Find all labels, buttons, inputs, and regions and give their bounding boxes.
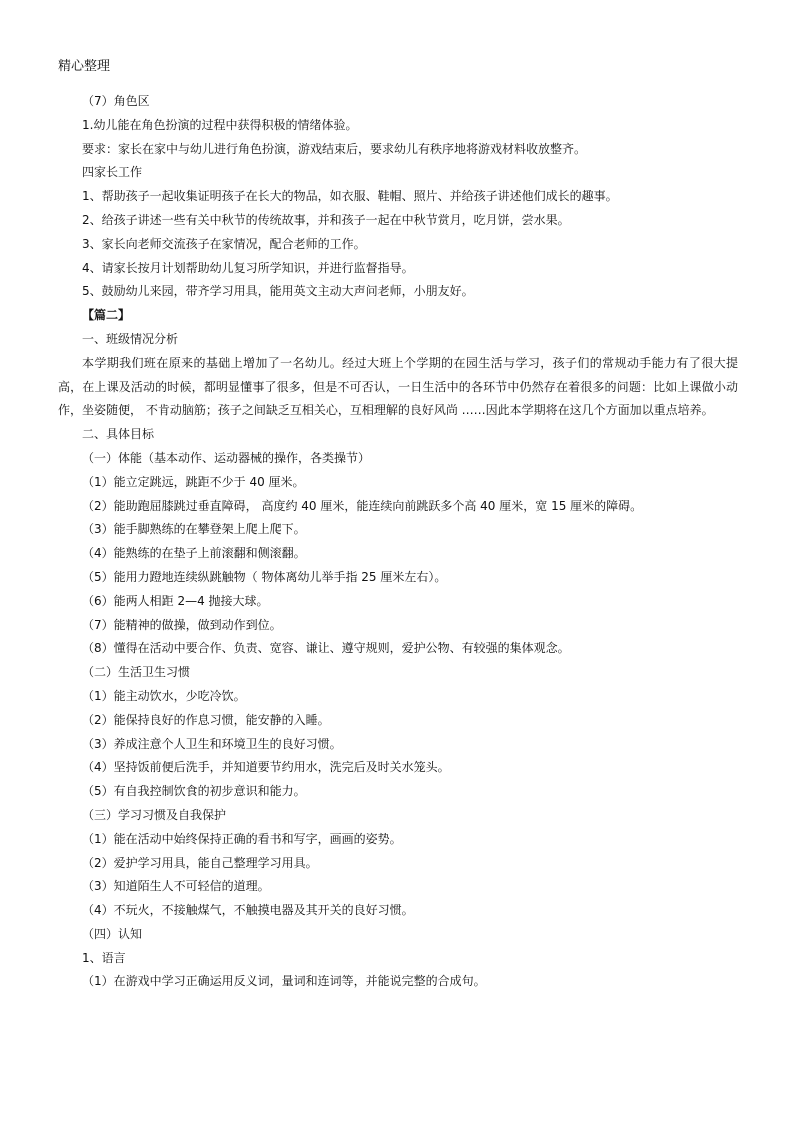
parent-work-item: 3、家长向老师交流孩子在家情况，配合老师的工作。 bbox=[82, 236, 366, 251]
class-analysis-paragraph: 本学期我们班在原来的基础上增加了一名幼儿。经过大班上个学期的在园生活与学习，孩子们的常规动手能力有了很大提高，在上课及活动的时候，都明显懂事了很多，但是不可否认，一日生活中的各环节中仍然存在着很多的问题：比如上课做小动作，坐姿随便， 不肯动脑筋；孩子之间缺乏互相关心，互相理解的良好风尚 ……因此本学期将在这几个方面加以重点培养。 bbox=[58, 355, 738, 418]
hygiene-heading: （二）生活卫生习惯 bbox=[82, 665, 191, 680]
study-item: （4）不玩火，不接触煤气，不触摸电器及其开关的良好习惯。 bbox=[82, 903, 414, 918]
page-header: 精心整理 bbox=[58, 59, 111, 74]
cognition-heading: （四）认知 bbox=[82, 926, 143, 941]
role-area-heading: （7）角色区 bbox=[82, 94, 150, 108]
study-item: （3）知道陌生人不可轻信的道理。 bbox=[82, 879, 270, 894]
physical-item: （2）能助跑屈膝跳过垂直障碍， 高度约 40 厘米，能连续向前跳跃多个高 40 厘米，宽 15 厘米的障碍。 bbox=[82, 498, 643, 513]
goals-heading: 二、具体目标 bbox=[82, 427, 155, 442]
parent-work-heading: 四家长工作 bbox=[82, 165, 143, 180]
physical-item: （5）能用力蹬地连续纵跳触物（ 物体离幼儿举手指 25 厘米左右）。 bbox=[82, 569, 447, 584]
hygiene-item: （2）能保持良好的作息习惯，能安静的入睡。 bbox=[82, 712, 330, 727]
language-subheading: 1、语言 bbox=[82, 950, 126, 965]
hygiene-item: （1）能主动饮水，少吃冷饮。 bbox=[82, 688, 246, 703]
class-analysis-heading: 一、班级情况分析 bbox=[82, 331, 179, 346]
physical-heading: （一）体能（基本动作、运动器械的操作，各类操节） bbox=[82, 450, 371, 465]
physical-item: （1）能立定跳远，跳距不少于 40 厘米。 bbox=[82, 474, 305, 489]
study-item: （1）能在活动中始终保持正确的看书和写字，画画的姿势。 bbox=[82, 831, 402, 846]
parent-work-item: 2、给孩子讲述一些有关中秋节的传统故事，并和孩子一起在中秋节赏月，吃月饼，尝水果。 bbox=[82, 212, 570, 227]
cognition-item: （1）在游戏中学习正确运用反义词，量词和连词等，并能说完整的合成句。 bbox=[82, 974, 486, 989]
parent-work-item: 4、请家长按月计划帮助幼儿复习所学知识，并进行监督指导。 bbox=[82, 260, 414, 275]
parent-work-item: 1、帮助孩子一起收集证明孩子在长大的物品，如衣服、鞋帽、照片、并给孩子讲述他们成长的趣事。 bbox=[82, 189, 618, 204]
document-body bbox=[58, 90, 738, 994]
physical-item: （3）能手脚熟练的在攀登架上爬上爬下。 bbox=[82, 522, 306, 537]
hygiene-item: （5）有自我控制饮食的初步意识和能力。 bbox=[82, 784, 306, 799]
study-heading: （三）学习习惯及自我保护 bbox=[82, 807, 227, 822]
role-area-item-1: 1.幼儿能在角色扮演的过程中获得积极的情绪体验。 bbox=[82, 117, 358, 132]
study-item: （2）爱护学习用具，能自己整理学习用具。 bbox=[82, 855, 318, 870]
hygiene-item: （4）坚持饭前便后洗手，并知道要节约用水，洗完后及时关水笼头。 bbox=[82, 760, 450, 775]
parent-work-item: 5、鼓励幼儿来园，带齐学习用具，能用英文主动大声问老师，小朋友好。 bbox=[82, 284, 474, 299]
role-area-requirement: 要求：家长在家中与幼儿进行角色扮演，游戏结束后，要求幼儿有秩序地将游戏材料收放整齐。 bbox=[82, 141, 587, 156]
physical-item: （7）能精神的做操，做到动作到位。 bbox=[82, 617, 282, 632]
physical-item: （4）能熟练的在垫子上前滚翻和侧滚翻。 bbox=[82, 546, 306, 561]
physical-item: （6）能两人相距 2—4 抛接大球。 bbox=[82, 593, 269, 608]
part-two-label: 【篇二】 bbox=[82, 308, 131, 323]
hygiene-item: （3）养成注意个人卫生和环境卫生的良好习惯。 bbox=[82, 736, 342, 751]
physical-item: （8）懂得在活动中要合作、负责、宽容、谦让、遵守规则，爱护公物、有较强的集体观念。 bbox=[82, 641, 570, 656]
